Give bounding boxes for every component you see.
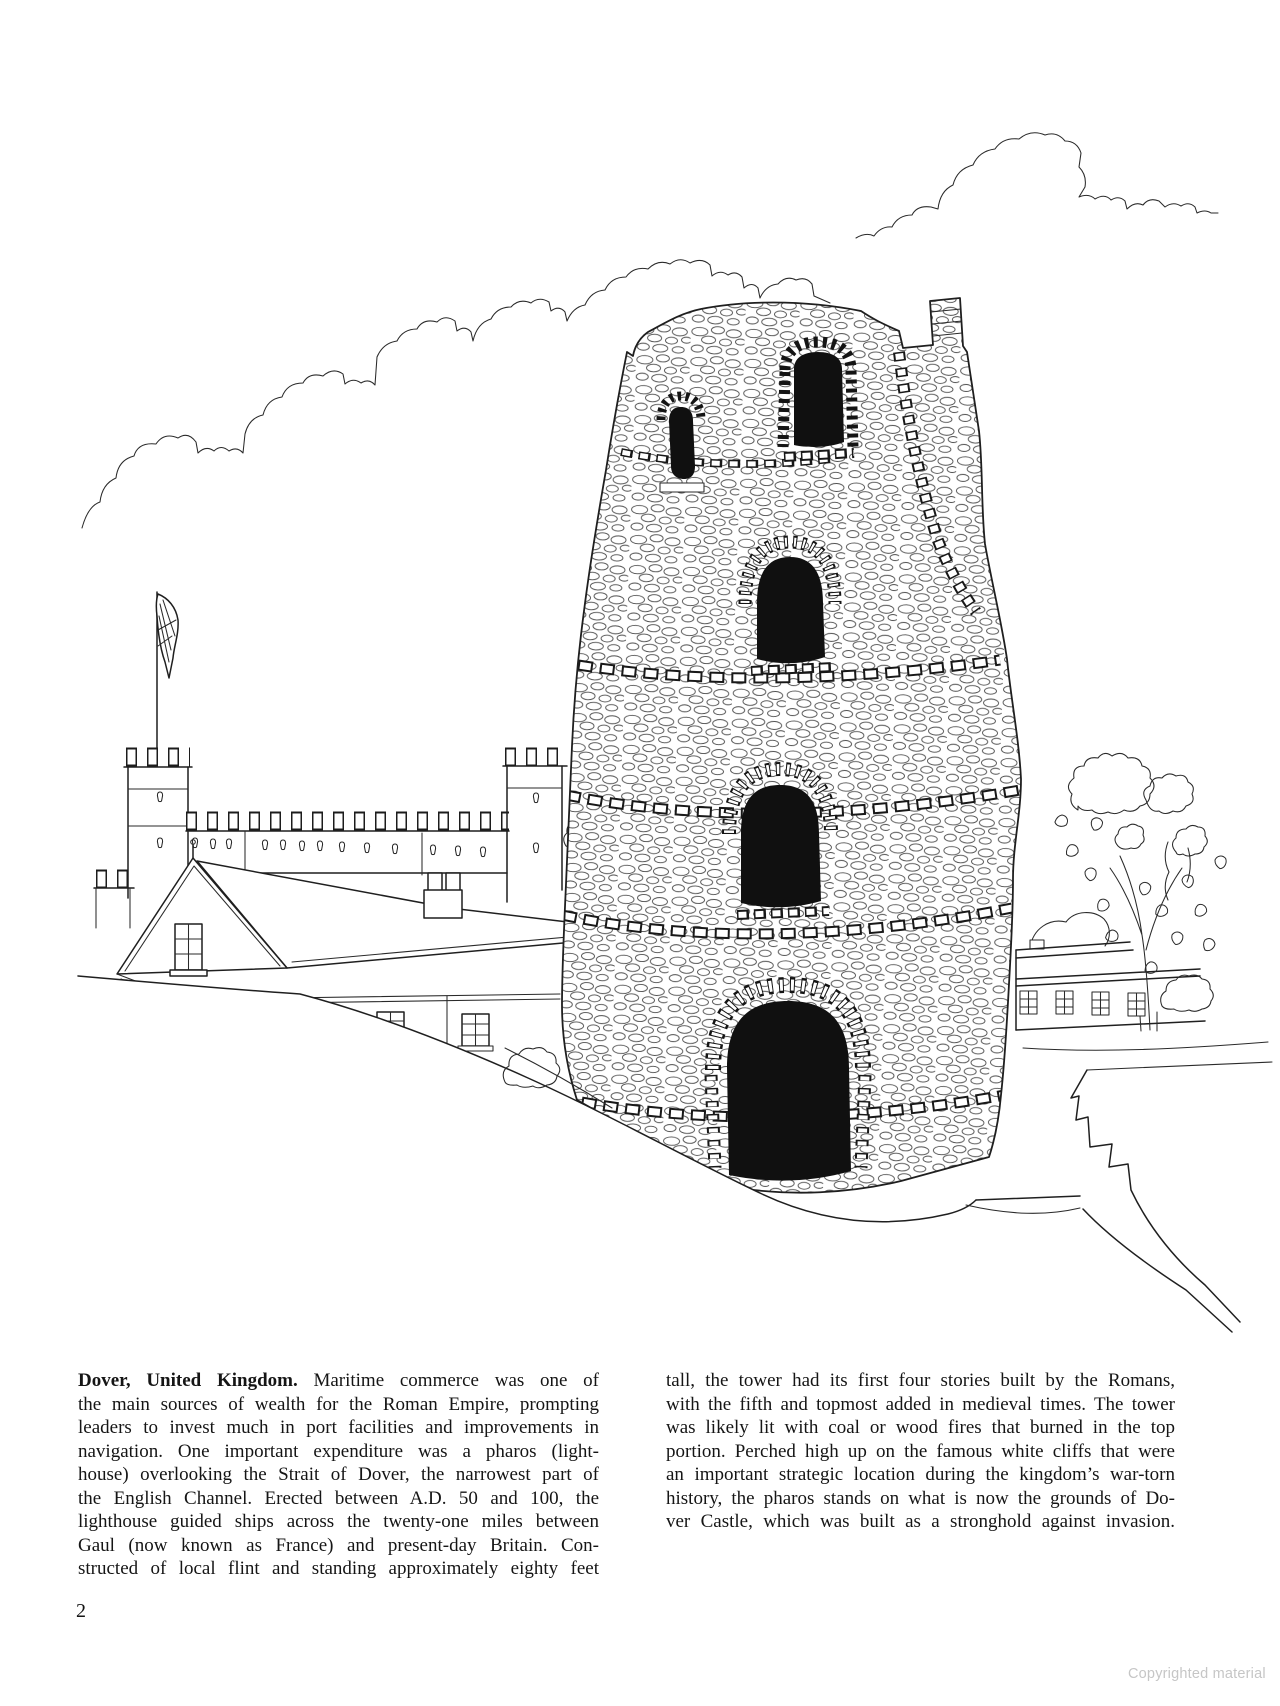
text-line: Gaul (now known as France) and present-day Britain. Con-: [78, 1534, 599, 1556]
cloud-right-outline: [856, 133, 1218, 238]
castle-curtain-wall: [94, 592, 605, 928]
second-story-window: [745, 542, 835, 671]
text-line: portion. Perched high up on the famous white cliffs that were: [666, 1440, 1175, 1462]
text-line: history, the pharos stands on what is now the grounds of Do-: [666, 1487, 1175, 1509]
stub-wall: [94, 879, 134, 928]
text-line: [78, 1369, 599, 1393]
text-line: with the fifth and topmost added in medieval times. The tower: [666, 1393, 1175, 1415]
building-windows: [1020, 991, 1145, 1016]
chimney: [424, 873, 462, 918]
round-bush: [1161, 975, 1214, 1011]
page-number: 2: [76, 1600, 86, 1622]
text-line: house) overlooking the Strait of Dover, the narrowest part of: [78, 1464, 599, 1485]
text-line: structed of local flint and standing approximately eighty feet: [78, 1558, 599, 1579]
text-line: lighthouse guided ships across the twenty-one miles between: [78, 1511, 599, 1532]
right-scene: [1016, 753, 1229, 1031]
text-line: the main sources of wealth for the Roman Empire, prompting: [78, 1393, 599, 1415]
text-line: an important strategic location during the kingdom’s war-torn: [666, 1464, 1175, 1485]
arrow-slits: [192, 838, 485, 857]
caption-right-column: [666, 1369, 1175, 1534]
text-line: navigation. One important expenditure was a pharos (light-: [78, 1440, 599, 1462]
tree: [1053, 753, 1229, 1030]
text-line: the English Channel. Erected between A.D. 50 and 100, the: [78, 1487, 599, 1509]
pharos-tower: [560, 298, 1021, 1193]
text-line: leaders to invest much in port facilities and improvements in: [78, 1417, 599, 1438]
text-line: was likely lit with coal or wood fires that burned in the top: [666, 1417, 1175, 1438]
low-building: [1016, 940, 1205, 1031]
wall-tower-right: [503, 757, 567, 902]
text-line: ver Castle, which was built as a stronghold against invasion.: [666, 1511, 1175, 1532]
caption-lead: Dover, United Kingdom.: [78, 1370, 298, 1391]
caption-text: Maritime commerce was one of: [297, 1370, 599, 1391]
text-line: tall, the tower had its first four stories built by the Romans,: [666, 1370, 1175, 1391]
copyright-watermark: Copyrighted material: [1128, 1666, 1266, 1682]
caption-left-column: [78, 1369, 599, 1581]
flag: [156, 592, 178, 748]
